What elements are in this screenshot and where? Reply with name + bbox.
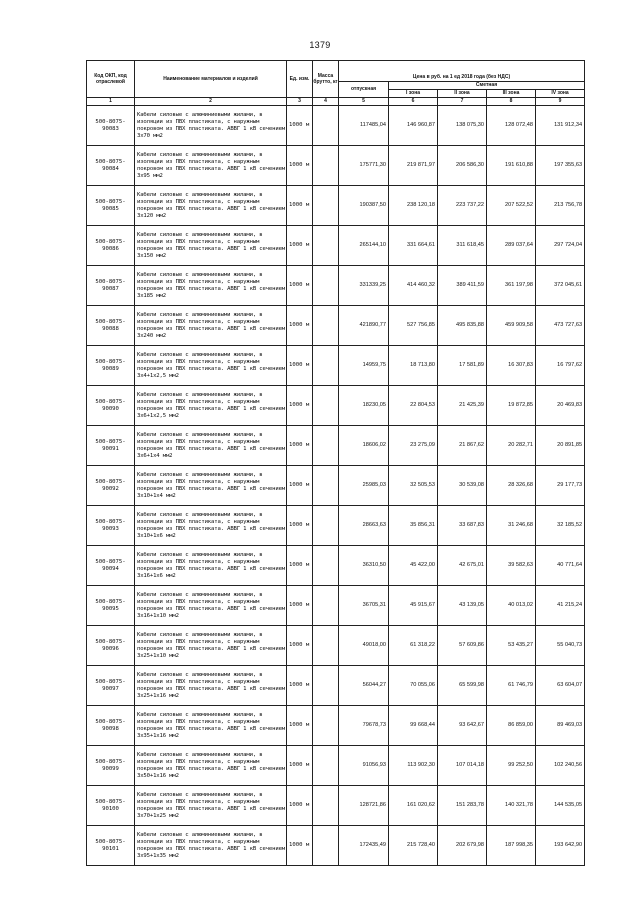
price-zone-1: 22 804,53 <box>389 386 438 426</box>
price-otpusknaya: 421890,77 <box>339 306 389 346</box>
price-zone-2: 311 618,45 <box>438 226 487 266</box>
item-unit: 1000 м <box>287 626 313 666</box>
price-zone-2: 202 679,98 <box>438 826 487 866</box>
item-code: 500-8075-90098 <box>87 706 135 746</box>
header-price-group: Цена в руб. на 1 ед 2018 года (без НДС) <box>339 74 585 82</box>
price-zone-4: 40 771,64 <box>536 546 585 586</box>
price-zone-3: 20 282,71 <box>487 426 536 466</box>
col-number: 4 <box>313 98 339 106</box>
item-name: Кабели силовые с алюминиевыми жилами, в изоляции из ПВХ пластиката, с наружным покровом из ПВХ пластиката. АВВГ 1 кВ сечением 3х150 мм2 <box>135 226 287 266</box>
price-zone-2: 206 586,30 <box>438 146 487 186</box>
price-zone-1: 527 756,85 <box>389 306 438 346</box>
item-code: 500-8075-90099 <box>87 746 135 786</box>
item-mass <box>313 226 339 266</box>
item-mass <box>313 786 339 826</box>
item-name: Кабели силовые с алюминиевыми жилами, в изоляции из ПВХ пластиката, с наружным покровом из ПВХ пластиката. АВВГ 1 кВ сечением 3х16+1х6 мм2 <box>135 546 287 586</box>
price-zone-2: 223 737,22 <box>438 186 487 226</box>
price-zone-3: 459 909,58 <box>487 306 536 346</box>
page-number: 1379 <box>309 40 331 50</box>
price-zone-1: 32 505,53 <box>389 466 438 506</box>
price-otpusknaya: 25985,03 <box>339 466 389 506</box>
price-zone-3: 28 326,68 <box>487 466 536 506</box>
price-otpusknaya: 18230,05 <box>339 386 389 426</box>
item-code: 500-8075-90100 <box>87 786 135 826</box>
price-zone-4: 20 891,85 <box>536 426 585 466</box>
price-zone-3: 53 435,27 <box>487 626 536 666</box>
item-unit: 1000 м <box>287 226 313 266</box>
price-otpusknaya: 79678,73 <box>339 706 389 746</box>
item-unit: 1000 м <box>287 546 313 586</box>
col-number: 1 <box>87 98 135 106</box>
price-zone-1: 61 318,22 <box>389 626 438 666</box>
price-zone-2: 495 835,88 <box>438 306 487 346</box>
item-name: Кабели силовые с алюминиевыми жилами, в изоляции из ПВХ пластиката, с наружным покровом из ПВХ пластиката. АВВГ 1 кВ сечением 3х10+1х6 мм2 <box>135 506 287 546</box>
item-mass <box>313 626 339 666</box>
item-mass <box>313 546 339 586</box>
price-otpusknaya: 175771,30 <box>339 146 389 186</box>
table-row <box>87 826 585 866</box>
price-zone-3: 31 246,68 <box>487 506 536 546</box>
header-zone-2: II зона <box>438 90 487 98</box>
table-row <box>87 546 585 586</box>
table-row <box>87 226 585 266</box>
price-zone-1: 219 871,97 <box>389 146 438 186</box>
price-otpusknaya: 190387,50 <box>339 186 389 226</box>
item-mass <box>313 826 339 866</box>
item-code: 500-8075-90095 <box>87 586 135 626</box>
price-zone-4: 372 045,61 <box>536 266 585 306</box>
table-row <box>87 786 585 826</box>
col-number: 3 <box>287 98 313 106</box>
item-code: 500-8075-90083 <box>87 106 135 146</box>
header-zone-4: IV зона <box>536 90 585 98</box>
col-number: 8 <box>487 98 536 106</box>
price-zone-2: 107 014,18 <box>438 746 487 786</box>
item-mass <box>313 306 339 346</box>
item-name: Кабели силовые с алюминиевыми жилами, в изоляции из ПВХ пластиката, с наружным покровом из ПВХ пластиката. АВВГ 1 кВ сечением 3х185 мм2 <box>135 266 287 306</box>
price-zone-3: 40 013,02 <box>487 586 536 626</box>
price-zone-3: 361 197,98 <box>487 266 536 306</box>
price-otpusknaya: 331339,25 <box>339 266 389 306</box>
price-otpusknaya: 265144,10 <box>339 226 389 266</box>
header-mass: Масса брутто, кг <box>313 61 339 98</box>
item-code: 500-8075-90091 <box>87 426 135 466</box>
price-otpusknaya: 49018,00 <box>339 626 389 666</box>
price-zone-1: 99 668,44 <box>389 706 438 746</box>
item-name: Кабели силовые с алюминиевыми жилами, в изоляции из ПВХ пластиката, с наружным покровом из ПВХ пластиката. АВВГ 1 кВ сечением 3х95+1х35 мм2 <box>135 826 287 866</box>
item-unit: 1000 м <box>287 386 313 426</box>
price-otpusknaya: 36310,50 <box>339 546 389 586</box>
item-unit: 1000 м <box>287 826 313 866</box>
item-mass <box>313 706 339 746</box>
price-zone-4: 41 215,24 <box>536 586 585 626</box>
price-zone-3: 187 998,35 <box>487 826 536 866</box>
item-name: Кабели силовые с алюминиевыми жилами, в изоляции из ПВХ пластиката, с наружным покровом из ПВХ пластиката. АВВГ 1 кВ сечением 3х6+1х2,5 мм2 <box>135 386 287 426</box>
item-mass <box>313 146 339 186</box>
price-zone-4: 193 642,90 <box>536 826 585 866</box>
price-zone-4: 16 797,62 <box>536 346 585 386</box>
header-unit: Ед. изм. <box>287 61 313 98</box>
price-zone-3: 140 321,78 <box>487 786 536 826</box>
price-zone-2: 21 425,39 <box>438 386 487 426</box>
price-otpusknaya: 28663,63 <box>339 506 389 546</box>
price-zone-2: 65 599,98 <box>438 666 487 706</box>
price-otpusknaya: 18606,02 <box>339 426 389 466</box>
header-zone-3: III зона <box>487 90 536 98</box>
item-name: Кабели силовые с алюминиевыми жилами, в изоляции из ПВХ пластиката, с наружным покровом из ПВХ пластиката. АВВГ 1 кВ сечением 3х50+1х16 мм2 <box>135 746 287 786</box>
item-code: 500-8075-90086 <box>87 226 135 266</box>
price-zone-3: 99 252,50 <box>487 746 536 786</box>
header-smetnaya: Сметная <box>389 82 585 90</box>
price-zone-4: 89 469,03 <box>536 706 585 746</box>
price-zone-3: 19 872,85 <box>487 386 536 426</box>
item-unit: 1000 м <box>287 666 313 706</box>
item-name: Кабели силовые с алюминиевыми жилами, в изоляции из ПВХ пластиката, с наружным покровом из ПВХ пластиката. АВВГ 1 кВ сечением 3х16+1х10 мм2 <box>135 586 287 626</box>
header-name: Наименование материалов и изделий <box>135 61 287 98</box>
price-zone-2: 33 687,83 <box>438 506 487 546</box>
table-row <box>87 466 585 506</box>
price-zone-2: 17 581,89 <box>438 346 487 386</box>
item-name: Кабели силовые с алюминиевыми жилами, в изоляции из ПВХ пластиката, с наружным покровом из ПВХ пластиката. АВВГ 1 кВ сечением 3х4+1х2,5 мм2 <box>135 346 287 386</box>
price-zone-4: 29 177,73 <box>536 466 585 506</box>
item-mass <box>313 106 339 146</box>
item-unit: 1000 м <box>287 186 313 226</box>
price-zone-2: 43 139,05 <box>438 586 487 626</box>
item-mass <box>313 746 339 786</box>
col-number: 2 <box>135 98 287 106</box>
price-zone-2: 57 609,86 <box>438 626 487 666</box>
table-row <box>87 746 585 786</box>
price-otpusknaya: 56044,27 <box>339 666 389 706</box>
item-name: Кабели силовые с алюминиевыми жилами, в изоляции из ПВХ пластиката, с наружным покровом из ПВХ пластиката. АВВГ 1 кВ сечением 3х70+1х25 мм2 <box>135 786 287 826</box>
price-zone-4: 144 535,05 <box>536 786 585 826</box>
price-zone-1: 238 120,18 <box>389 186 438 226</box>
item-mass <box>313 266 339 306</box>
price-zone-1: 35 856,31 <box>389 506 438 546</box>
item-unit: 1000 м <box>287 306 313 346</box>
item-mass <box>313 586 339 626</box>
col-number: 9 <box>536 98 585 106</box>
table-row <box>87 306 585 346</box>
item-code: 500-8075-90090 <box>87 386 135 426</box>
price-zone-4: 473 727,63 <box>536 306 585 346</box>
item-code: 500-8075-90085 <box>87 186 135 226</box>
price-zone-3: 86 859,00 <box>487 706 536 746</box>
price-zone-4: 102 240,56 <box>536 746 585 786</box>
price-zone-3: 289 037,64 <box>487 226 536 266</box>
header-code: Код ОКП, код отраслевой <box>87 61 135 98</box>
price-zone-4: 297 724,04 <box>536 226 585 266</box>
price-zone-1: 331 664,61 <box>389 226 438 266</box>
price-zone-4: 32 185,52 <box>536 506 585 546</box>
col-number: 7 <box>438 98 487 106</box>
price-zone-3: 128 072,48 <box>487 106 536 146</box>
table-row <box>87 426 585 466</box>
item-code: 500-8075-90084 <box>87 146 135 186</box>
price-otpusknaya: 172435,49 <box>339 826 389 866</box>
item-name: Кабели силовые с алюминиевыми жилами, в изоляции из ПВХ пластиката, с наружным покровом из ПВХ пластиката. АВВГ 1 кВ сечением 3х10+1х4 мм2 <box>135 466 287 506</box>
price-zone-2: 389 411,59 <box>438 266 487 306</box>
header-zone-1: I зона <box>389 90 438 98</box>
col-number: 6 <box>389 98 438 106</box>
item-unit: 1000 м <box>287 266 313 306</box>
price-otpusknaya: 14959,75 <box>339 346 389 386</box>
price-zone-1: 70 055,06 <box>389 666 438 706</box>
item-code: 500-8075-90101 <box>87 826 135 866</box>
price-otpusknaya: 36705,31 <box>339 586 389 626</box>
item-unit: 1000 м <box>287 426 313 466</box>
item-mass <box>313 506 339 546</box>
item-code: 500-8075-90087 <box>87 266 135 306</box>
price-zone-3: 207 522,52 <box>487 186 536 226</box>
item-name: Кабели силовые с алюминиевыми жилами, в изоляции из ПВХ пластиката, с наружным покровом из ПВХ пластиката. АВВГ 1 кВ сечением 3х120 мм2 <box>135 186 287 226</box>
price-zone-3: 16 307,83 <box>487 346 536 386</box>
price-zone-4: 20 469,83 <box>536 386 585 426</box>
item-unit: 1000 м <box>287 346 313 386</box>
table-row <box>87 586 585 626</box>
item-unit: 1000 м <box>287 786 313 826</box>
table-row <box>87 506 585 546</box>
item-code: 500-8075-90097 <box>87 666 135 706</box>
price-zone-3: 61 746,79 <box>487 666 536 706</box>
table-row <box>87 146 585 186</box>
item-unit: 1000 м <box>287 506 313 546</box>
price-zone-1: 45 915,67 <box>389 586 438 626</box>
price-zone-2: 21 867,62 <box>438 426 487 466</box>
price-zone-2: 151 283,78 <box>438 786 487 826</box>
item-name: Кабели силовые с алюминиевыми жилами, в изоляции из ПВХ пластиката, с наружным покровом из ПВХ пластиката. АВВГ 1 кВ сечением 3х70 мм2 <box>135 106 287 146</box>
item-code: 500-8075-90096 <box>87 626 135 666</box>
item-unit: 1000 м <box>287 586 313 626</box>
price-zone-4: 213 756,78 <box>536 186 585 226</box>
item-name: Кабели силовые с алюминиевыми жилами, в изоляции из ПВХ пластиката, с наружным покровом из ПВХ пластиката. АВВГ 1 кВ сечением 3х240 мм2 <box>135 306 287 346</box>
item-unit: 1000 м <box>287 466 313 506</box>
table-row <box>87 386 585 426</box>
item-name: Кабели силовые с алюминиевыми жилами, в изоляции из ПВХ пластиката, с наружным покровом из ПВХ пластиката. АВВГ 1 кВ сечением 3х25+1х16 мм2 <box>135 666 287 706</box>
price-zone-4: 131 912,34 <box>536 106 585 146</box>
table-row <box>87 346 585 386</box>
price-zone-2: 30 539,08 <box>438 466 487 506</box>
price-table <box>86 60 585 866</box>
item-name: Кабели силовые с алюминиевыми жилами, в изоляции из ПВХ пластиката, с наружным покровом из ПВХ пластиката. АВВГ 1 кВ сечением 3х95 мм2 <box>135 146 287 186</box>
table-row <box>87 666 585 706</box>
price-otpusknaya: 91056,93 <box>339 746 389 786</box>
price-zone-4: 197 355,63 <box>536 146 585 186</box>
item-mass <box>313 386 339 426</box>
table-body <box>87 106 585 866</box>
item-mass <box>313 186 339 226</box>
price-zone-1: 215 728,40 <box>389 826 438 866</box>
table-row <box>87 106 585 146</box>
item-name: Кабели силовые с алюминиевыми жилами, в изоляции из ПВХ пластиката, с наружным покровом из ПВХ пластиката. АВВГ 1 кВ сечением 3х25+1х10 мм2 <box>135 626 287 666</box>
price-zone-2: 138 075,30 <box>438 106 487 146</box>
item-mass <box>313 346 339 386</box>
price-otpusknaya: 117485,04 <box>339 106 389 146</box>
price-zone-3: 39 582,63 <box>487 546 536 586</box>
table-header <box>87 61 585 106</box>
price-zone-3: 191 610,88 <box>487 146 536 186</box>
item-unit: 1000 м <box>287 746 313 786</box>
item-code: 500-8075-90089 <box>87 346 135 386</box>
price-zone-1: 45 422,00 <box>389 546 438 586</box>
item-code: 500-8075-90093 <box>87 506 135 546</box>
price-zone-2: 93 642,67 <box>438 706 487 746</box>
table-row <box>87 706 585 746</box>
price-zone-1: 18 713,80 <box>389 346 438 386</box>
price-zone-2: 42 675,01 <box>438 546 487 586</box>
price-zone-1: 113 902,30 <box>389 746 438 786</box>
item-name: Кабели силовые с алюминиевыми жилами, в изоляции из ПВХ пластиката, с наружным покровом из ПВХ пластиката. АВВГ 1 кВ сечением 3х6+1х4 мм2 <box>135 426 287 466</box>
item-unit: 1000 м <box>287 106 313 146</box>
item-unit: 1000 м <box>287 146 313 186</box>
item-mass <box>313 666 339 706</box>
price-zone-4: 63 604,07 <box>536 666 585 706</box>
price-zone-4: 55 040,73 <box>536 626 585 666</box>
price-zone-1: 146 960,87 <box>389 106 438 146</box>
table-row <box>87 266 585 306</box>
col-number: 5 <box>339 98 389 106</box>
item-name: Кабели силовые с алюминиевыми жилами, в изоляции из ПВХ пластиката, с наружным покровом из ПВХ пластиката. АВВГ 1 кВ сечением 3х35+1х16 мм2 <box>135 706 287 746</box>
price-otpusknaya: 128721,86 <box>339 786 389 826</box>
table-row <box>87 186 585 226</box>
table-row <box>87 626 585 666</box>
item-mass <box>313 466 339 506</box>
item-unit: 1000 м <box>287 706 313 746</box>
price-zone-1: 23 275,09 <box>389 426 438 466</box>
price-zone-1: 414 460,32 <box>389 266 438 306</box>
item-code: 500-8075-90094 <box>87 546 135 586</box>
item-code: 500-8075-90088 <box>87 306 135 346</box>
header-otpusknaya: отпускная <box>339 82 389 98</box>
item-code: 500-8075-90092 <box>87 466 135 506</box>
price-zone-1: 161 020,62 <box>389 786 438 826</box>
item-mass <box>313 426 339 466</box>
